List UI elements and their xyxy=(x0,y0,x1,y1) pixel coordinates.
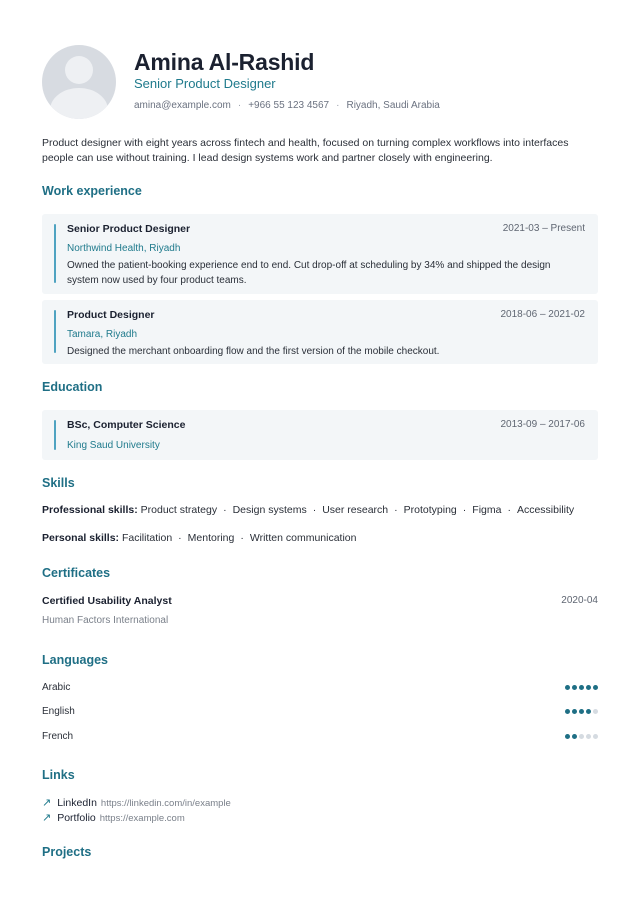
certificate-date: 2020-04 xyxy=(561,595,598,606)
language-level xyxy=(565,734,598,739)
section-title-certificates: Certificates xyxy=(42,566,111,580)
skill-item: Figma xyxy=(472,504,502,516)
resume-header xyxy=(42,45,598,119)
skill-item: User research xyxy=(322,504,389,516)
work-card xyxy=(42,214,598,294)
certificate-issuer: Human Factors International xyxy=(42,615,169,626)
link-linkedin[interactable] xyxy=(42,796,231,809)
job-date: 2018-06 – 2021-02 xyxy=(500,309,585,320)
level-dot-filled xyxy=(593,685,598,690)
level-dot-filled xyxy=(586,685,591,690)
summary: Product designer with eight years across fintech and health, focused on turning complex workflows into interfaces people can use without training. I lead design systems work and partner closely with engineering. xyxy=(42,137,569,164)
level-dot-empty xyxy=(593,709,598,714)
contact-location: Riyadh, Saudi Arabia xyxy=(346,100,440,111)
contact-separator: · xyxy=(336,100,340,111)
card-accent-bar xyxy=(54,310,56,353)
education-card xyxy=(42,410,598,460)
skill-item: Design systems xyxy=(232,504,307,516)
candidate-name: Amina Al-Rashid xyxy=(134,49,315,75)
section-title-projects: Projects xyxy=(42,845,92,859)
job-title: Product Designer xyxy=(67,309,155,321)
level-dot-filled xyxy=(572,734,577,739)
level-dot-filled xyxy=(572,685,577,690)
degree-title: BSc, Computer Science xyxy=(67,419,186,431)
level-dot-empty xyxy=(579,734,584,739)
personal-skills-label: Personal skills: xyxy=(42,532,120,544)
link-url[interactable]: https://example.com xyxy=(99,813,185,824)
skill-item: Product strategy xyxy=(140,504,218,516)
level-dot-empty xyxy=(593,734,598,739)
job-org: Tamara, Riyadh xyxy=(67,329,138,340)
language-level xyxy=(565,709,598,714)
skill-item: Prototyping xyxy=(403,504,457,516)
level-dot-filled xyxy=(586,709,591,714)
language-name: Arabic xyxy=(42,682,71,693)
level-dot-filled xyxy=(579,685,584,690)
avatar-body xyxy=(50,88,108,119)
job-title: Senior Product Designer xyxy=(67,223,191,235)
language-name: French xyxy=(42,731,74,742)
level-dot-filled xyxy=(572,709,577,714)
skill-item: Facilitation xyxy=(121,532,173,544)
job-date: 2021-03 – Present xyxy=(502,223,585,234)
skill-item: Mentoring xyxy=(187,532,235,544)
level-dot-empty xyxy=(586,734,591,739)
skill-item: Accessibility xyxy=(516,504,575,516)
professional-skills-label: Professional skills: xyxy=(42,504,138,516)
professional-skills: Professional skills: Product strategy · Design systems · User research · Prototyping · Figma · Accessibility xyxy=(42,504,575,516)
link-label[interactable]: Portfolio xyxy=(57,812,96,824)
section-title-languages: Languages xyxy=(42,653,108,667)
contact-line xyxy=(134,100,440,111)
language-name: English xyxy=(42,706,75,717)
degree-date: 2013-09 – 2017-06 xyxy=(500,419,585,430)
link-label[interactable]: LinkedIn xyxy=(57,797,97,809)
contact-separator: · xyxy=(237,100,242,111)
avatar-head xyxy=(65,56,93,84)
degree-school: King Saud University xyxy=(67,440,160,451)
section-title-skills: Skills xyxy=(42,476,75,490)
contact-phone[interactable]: +966 55 123 4567 xyxy=(248,100,330,111)
job-desc: Designed the merchant onboarding flow and the first version of the mobile checkout. xyxy=(67,346,440,357)
language-row xyxy=(42,682,598,696)
avatar xyxy=(42,45,116,119)
level-dot-filled xyxy=(565,685,570,690)
work-card xyxy=(42,300,598,364)
job-org: Northwind Health, Riyadh xyxy=(67,243,181,254)
section-title-education: Education xyxy=(42,380,103,394)
skill-item: Written communication xyxy=(249,532,357,544)
link-portfolio[interactable] xyxy=(42,811,185,824)
section-title-links: Links xyxy=(42,768,75,782)
contact-email[interactable]: amina@example.com xyxy=(134,100,231,111)
level-dot-filled xyxy=(579,709,584,714)
section-title-work: Work experience xyxy=(42,184,142,198)
candidate-role: Senior Product Designer xyxy=(134,76,276,91)
card-accent-bar xyxy=(54,224,56,283)
level-dot-filled xyxy=(565,709,570,714)
card-accent-bar xyxy=(54,420,56,450)
link-url[interactable]: https://linkedin.com/in/example xyxy=(100,798,231,809)
certificate-title: Certified Usability Analyst xyxy=(42,595,172,607)
language-row xyxy=(42,731,598,745)
language-level xyxy=(565,685,598,690)
personal-skills: Personal skills: Facilitation · Mentoring · Written communication xyxy=(42,532,357,544)
external-link-icon: ↗ xyxy=(42,812,52,824)
level-dot-filled xyxy=(565,734,570,739)
job-desc: Owned the patient-booking experience end to end. Cut drop-off at scheduling by 34% and shipped the design system now used by four product teams. xyxy=(67,260,551,286)
external-link-icon: ↗ xyxy=(42,797,52,809)
language-row xyxy=(42,706,598,720)
